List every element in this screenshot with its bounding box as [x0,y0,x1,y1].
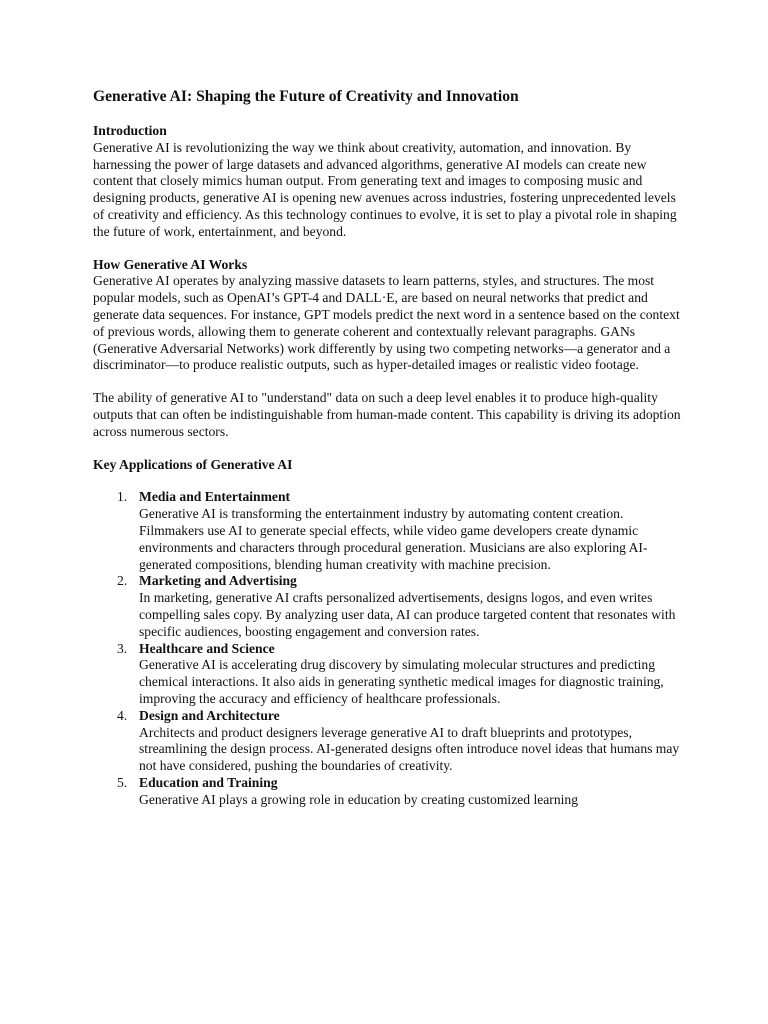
list-item [93,489,683,573]
list-item-title: Education and Training [139,774,278,790]
list-item-text: Generative AI is accelerating drug discovery by simulating molecular structures and predicting chemical interactions. It also aids in generating synthetic medical images for diagnostic training, improving the accuracy and efficiency of healthcare professionals. [139,657,664,706]
list-item-number: 4. [117,707,128,723]
list-item-number: 3. [117,640,128,656]
list-item-text: Generative AI plays a growing role in education by creating customized learning [139,791,579,807]
list-item [93,573,683,640]
list-item [93,775,683,809]
how-it-works-paragraph-2: The ability of generative AI to "understand" data on such a deep level enables it to produce high-quality outputs that can often be indistinguishable from human-made content. This capability is driving its adoption across numerous sectors. [93,390,681,439]
document-page [93,87,683,808]
section-heading-applications: Key Applications of Generative AI [93,456,293,472]
document-title: Generative AI: Shaping the Future of Creativity and Innovation [93,88,519,105]
section-introduction [93,123,683,241]
section-heading-introduction: Introduction [93,123,167,138]
applications-list [93,489,683,808]
list-item-text: Generative AI is transforming the entertainment industry by automating content creation. Filmmakers use AI to generate special effects, while video game developers create dynamic environments and characters through procedural generation. Musicians are also exploring AI-generated compositions, blending human creativity with machine precision. [139,506,648,572]
how-it-works-paragraph-1: Generative AI operates by analyzing massive datasets to learn patterns, styles, and structures. The most popular models, such as OpenAI’s GPT-4 and DALL·E, are based on neural networks that predict and generate data sequences. For instance, GPT models predict the next word in a sentence based on the context of previous words, allowing them to generate coherent and contextually relevant paragraphs. GANs (Generative Adversarial Networks) work differently by using two competing networks—a generator and a discriminator—to produce realistic outputs, such as hyper-detailed images or realistic video footage. [93,273,680,373]
list-item-title: Marketing and Advertising [139,573,297,589]
list-item-text: In marketing, generative AI crafts personalized advertisements, designs logos, and even writes compelling sales copy. By analyzing user data, AI can produce targeted content that resonates with specific audiences, boosting engagement and conversion rates. [139,590,676,639]
list-item-text: Architects and product designers leverage generative AI to draft blueprints and prototypes, streamlining the design process. AI-generated designs often introduce novel ideas that humans may not have considered, pushing the boundaries of creativity. [139,724,680,774]
list-item-title: Design and Architecture [139,707,280,723]
introduction-paragraph: Generative AI is revolutionizing the way we think about creativity, automation, and innovation. By harnessing the power of large datasets and advanced algorithms, generative AI models can create new content that closely mimics human output. From generating text and images to composing music and designing products, generative AI is opening new avenues across industries, fostering unprecedented levels of creativity and efficiency. As this technology continues to evolve, it is set to play a pivotal role in shaping the future of work, entertainment, and beyond. [93,139,677,239]
list-item-title: Media and Entertainment [139,489,291,505]
list-item [93,641,683,708]
list-item-number: 1. [117,489,128,505]
list-item-number: 2. [117,573,128,589]
list-item-number: 5. [117,774,128,790]
section-heading-how-it-works: How Generative AI Works [93,256,248,272]
list-item-title: Healthcare and Science [139,640,275,656]
list-item [93,708,683,775]
section-how-it-works [93,257,683,441]
